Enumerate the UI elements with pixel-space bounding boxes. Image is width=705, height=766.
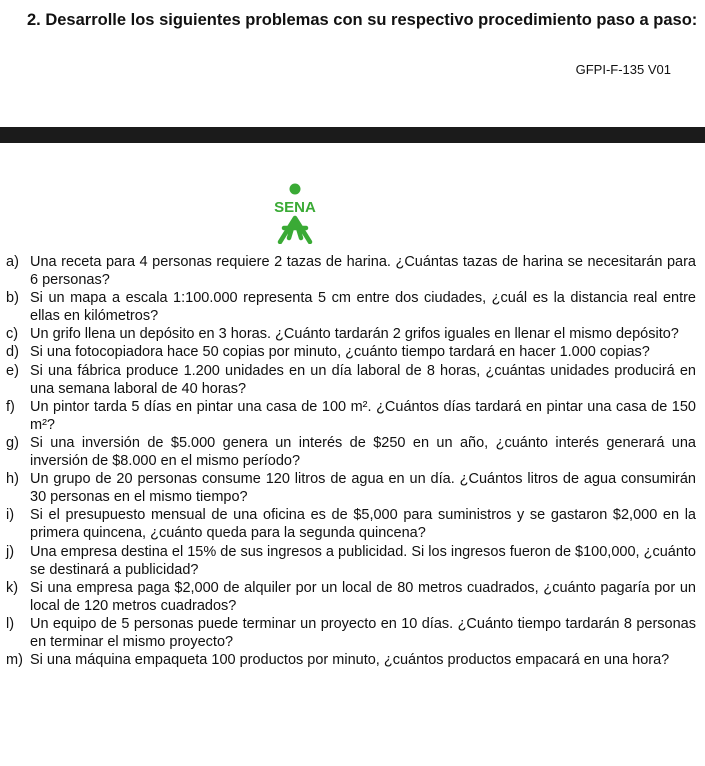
problem-text: Si una inversión de $5.000 genera un interés de $250 en un año, ¿cuánto interés generará una inversión de $8.000 en el mismo período?	[30, 434, 696, 470]
problem-letter: g)	[6, 434, 19, 451]
problem-text: Un equipo de 5 personas puede terminar un proyecto en 10 días. ¿Cuánto tiempo tardarán 8 personas en terminar el mismo proyecto?	[30, 615, 696, 650]
problem-letter: k)	[6, 579, 19, 596]
problem-item	[6, 253, 696, 289]
logo-dot	[290, 184, 301, 195]
sena-logo	[262, 182, 328, 244]
header-band	[0, 127, 705, 143]
problem-letter: m)	[6, 652, 23, 669]
problem-text: Si una fábrica produce 1.200 unidades en un día laboral de 8 horas, ¿cuántas unidades producirá en una semana laboral de 40 horas?	[30, 362, 696, 397]
problem-item	[6, 506, 696, 542]
problem-text: Si un mapa a escala 1:100.000 representa 5 cm entre dos ciudades, ¿cuál es la distancia real entre ellas en kilómetros?	[30, 290, 696, 325]
problem-item	[6, 343, 696, 361]
problem-letter: l)	[6, 615, 15, 632]
problem-letter: b)	[6, 290, 19, 307]
problem-text: Una empresa destina el 15% de sus ingresos a publicidad. Si los ingresos fueron de $100,000, ¿cuánto se destinará a publicidad?	[30, 543, 696, 578]
document-code: GFPI-F-135 V01	[575, 62, 671, 77]
problem-text: Un pintor tarda 5 días en pintar una casa de 100 m². ¿Cuántos días tardará en pintar una casa de 150 m²?	[30, 398, 696, 433]
problem-item	[6, 434, 696, 470]
problem-item	[6, 289, 696, 325]
problem-item	[6, 470, 696, 506]
problem-letter: f)	[6, 398, 15, 415]
problem-letter: h)	[6, 471, 19, 488]
problem-letter: e)	[6, 362, 19, 379]
logo-text: SENA	[274, 199, 316, 216]
problem-letter: d)	[6, 344, 19, 361]
problem-item	[6, 325, 696, 343]
problem-letter: c)	[6, 326, 19, 343]
exercise-heading: 2. Desarrolle los siguientes problemas con su respectivo procedimiento paso a paso:	[27, 11, 698, 29]
problem-list	[6, 253, 696, 669]
problem-text: Si una máquina empaqueta 100 productos por minuto, ¿cuántos productos empacará en una hora?	[30, 652, 670, 669]
problem-text: Una receta para 4 personas requiere 2 tazas de harina. ¿Cuántas tazas de harina se necesitarán para 6 personas?	[30, 254, 696, 289]
problem-item	[6, 543, 696, 579]
problem-item	[6, 362, 696, 398]
problem-item	[6, 651, 696, 669]
problem-text: Un grupo de 20 personas consume 120 litros de agua en un día. ¿Cuántos litros de agua consumirán 30 personas en el mismo tiempo?	[30, 471, 696, 506]
problem-text: Si una empresa paga $2,000 de alquiler por un local de 80 metros cuadrados, ¿cuánto pagaría por un local de 120 metros cuadrados?	[30, 579, 696, 614]
problem-letter: i)	[6, 507, 15, 524]
problem-item	[6, 579, 696, 615]
logo-figure-icon	[280, 218, 310, 242]
problem-text: Si una fotocopiadora hace 50 copias por minuto, ¿cuánto tiempo tardará en hacer 1.000 copias?	[30, 344, 650, 361]
problem-letter: j)	[6, 543, 15, 560]
problem-text: Un grifo llena un depósito en 3 horas. ¿Cuánto tardarán 2 grifos iguales en llenar el mismo depósito?	[30, 326, 679, 343]
problem-text: Si el presupuesto mensual de una oficina es de $5,000 para suministros y se gastaron $2,000 en la primera quincena, ¿cuánto queda para la segunda quincena?	[30, 507, 696, 542]
problem-letter: a)	[6, 254, 19, 270]
problem-item	[6, 615, 696, 651]
problem-item	[6, 398, 696, 434]
